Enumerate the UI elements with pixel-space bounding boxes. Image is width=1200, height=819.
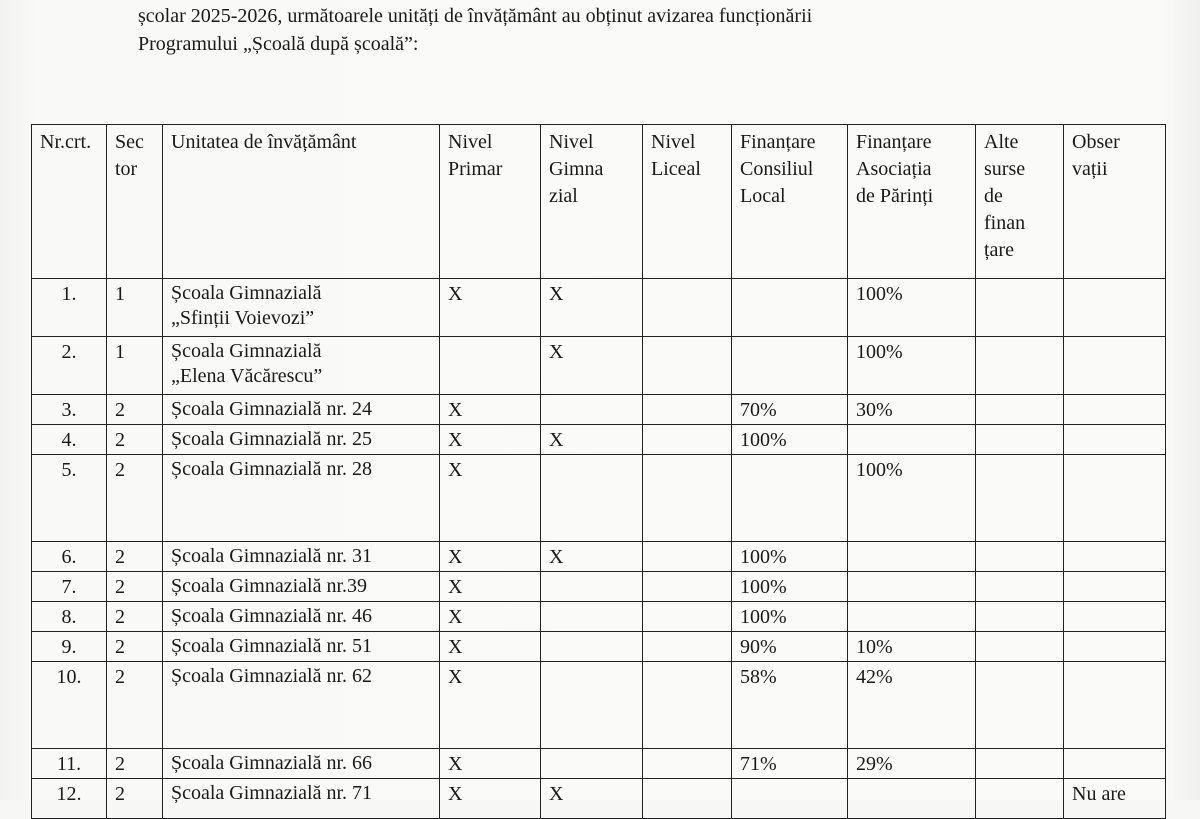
row-consiliul-local: 71% xyxy=(732,749,848,779)
header-liceal: Nivel Liceal xyxy=(643,125,732,279)
row-consiliul-local: 90% xyxy=(732,632,848,662)
table-row xyxy=(32,337,1166,395)
row-gimnazial xyxy=(541,749,643,779)
row-unit: Școala Gimnazială nr. 25 xyxy=(163,425,440,455)
row-alte-surse xyxy=(976,602,1064,632)
row-primar: X xyxy=(440,455,541,542)
row-unit: Școala Gimnazială nr.39 xyxy=(163,572,440,602)
row-observatii: Nu are xyxy=(1064,779,1166,819)
header-nr: Nr.crt. xyxy=(32,125,107,279)
row-gimnazial xyxy=(541,602,643,632)
table-row xyxy=(32,572,1166,602)
header-consiliul-local: Finanțare Consiliul Local xyxy=(732,125,848,279)
row-alte-surse xyxy=(976,542,1064,572)
row-alte-surse xyxy=(976,395,1064,425)
table-row xyxy=(32,602,1166,632)
row-unit: Școala Gimnazială „Sfinții Voievozi” xyxy=(163,279,440,337)
row-asociatia-parinti: 10% xyxy=(848,632,976,662)
row-unit: Școala Gimnazială „Elena Văcărescu” xyxy=(163,337,440,395)
row-observatii xyxy=(1064,602,1166,632)
row-nr: 3. xyxy=(32,395,107,425)
row-liceal xyxy=(643,572,732,602)
row-primar xyxy=(440,337,541,395)
row-consiliul-local xyxy=(732,455,848,542)
table-row xyxy=(32,779,1166,819)
row-gimnazial xyxy=(541,662,643,749)
row-alte-surse xyxy=(976,337,1064,395)
row-observatii xyxy=(1064,632,1166,662)
row-nr: 8. xyxy=(32,602,107,632)
row-sector: 2 xyxy=(107,542,163,572)
row-nr: 11. xyxy=(32,749,107,779)
row-observatii xyxy=(1064,395,1166,425)
row-observatii xyxy=(1064,662,1166,749)
row-sector: 2 xyxy=(107,395,163,425)
row-consiliul-local: 100% xyxy=(732,602,848,632)
row-sector: 1 xyxy=(107,279,163,337)
row-gimnazial: X xyxy=(541,779,643,819)
table-row xyxy=(32,395,1166,425)
row-observatii xyxy=(1064,279,1166,337)
row-observatii xyxy=(1064,337,1166,395)
row-liceal xyxy=(643,779,732,819)
row-alte-surse xyxy=(976,779,1064,819)
row-unit: Școala Gimnazială nr. 28 xyxy=(163,455,440,542)
row-sector: 2 xyxy=(107,572,163,602)
row-gimnazial xyxy=(541,572,643,602)
row-asociatia-parinti xyxy=(848,779,976,819)
table-header-row xyxy=(32,125,1166,279)
row-alte-surse xyxy=(976,279,1064,337)
row-nr: 9. xyxy=(32,632,107,662)
row-primar: X xyxy=(440,779,541,819)
table-row xyxy=(32,662,1166,749)
row-observatii xyxy=(1064,572,1166,602)
row-consiliul-local: 100% xyxy=(732,425,848,455)
table-row xyxy=(32,279,1166,337)
row-primar: X xyxy=(440,662,541,749)
row-sector: 2 xyxy=(107,425,163,455)
row-unit: Școala Gimnazială nr. 66 xyxy=(163,749,440,779)
row-observatii xyxy=(1064,542,1166,572)
row-asociatia-parinti: 100% xyxy=(848,279,976,337)
row-asociatia-parinti: 29% xyxy=(848,749,976,779)
row-primar: X xyxy=(440,542,541,572)
row-nr: 5. xyxy=(32,455,107,542)
row-asociatia-parinti xyxy=(848,542,976,572)
row-nr: 4. xyxy=(32,425,107,455)
header-gimnazial: Nivel Gimna zial xyxy=(541,125,643,279)
row-nr: 12. xyxy=(32,779,107,819)
row-unit: Școala Gimnazială nr. 24 xyxy=(163,395,440,425)
row-asociatia-parinti xyxy=(848,572,976,602)
row-sector: 1 xyxy=(107,337,163,395)
row-liceal xyxy=(643,455,732,542)
row-sector: 2 xyxy=(107,455,163,542)
row-primar: X xyxy=(440,395,541,425)
row-liceal xyxy=(643,602,732,632)
row-asociatia-parinti: 30% xyxy=(848,395,976,425)
row-liceal xyxy=(643,542,732,572)
header-observatii: Obser vații xyxy=(1064,125,1166,279)
row-sector: 2 xyxy=(107,602,163,632)
row-asociatia-parinti: 100% xyxy=(848,455,976,542)
row-unit: Școala Gimnazială nr. 62 xyxy=(163,662,440,749)
table-row xyxy=(32,455,1166,542)
intro-paragraph xyxy=(138,2,1138,58)
row-primar: X xyxy=(440,602,541,632)
row-gimnazial xyxy=(541,455,643,542)
row-liceal xyxy=(643,337,732,395)
row-primar: X xyxy=(440,749,541,779)
row-liceal xyxy=(643,662,732,749)
row-nr: 1. xyxy=(32,279,107,337)
row-liceal xyxy=(643,279,732,337)
row-asociatia-parinti: 42% xyxy=(848,662,976,749)
row-consiliul-local: 70% xyxy=(732,395,848,425)
row-observatii xyxy=(1064,455,1166,542)
intro-line-2: Programului „Școală după școală”: xyxy=(138,33,419,55)
row-alte-surse xyxy=(976,425,1064,455)
row-sector: 2 xyxy=(107,632,163,662)
row-unit: Școala Gimnazială nr. 51 xyxy=(163,632,440,662)
row-consiliul-local: 100% xyxy=(732,542,848,572)
row-unit: Școala Gimnazială nr. 31 xyxy=(163,542,440,572)
row-sector: 2 xyxy=(107,779,163,819)
table-row xyxy=(32,425,1166,455)
table-row xyxy=(32,749,1166,779)
row-sector: 2 xyxy=(107,749,163,779)
row-asociatia-parinti xyxy=(848,602,976,632)
row-consiliul-local: 100% xyxy=(732,572,848,602)
row-gimnazial: X xyxy=(541,425,643,455)
schools-table xyxy=(31,124,1166,819)
row-gimnazial: X xyxy=(541,337,643,395)
row-liceal xyxy=(643,749,732,779)
row-consiliul-local xyxy=(732,337,848,395)
row-consiliul-local: 58% xyxy=(732,662,848,749)
header-alte-surse: Alte surse de finan țare xyxy=(976,125,1064,279)
row-alte-surse xyxy=(976,572,1064,602)
row-consiliul-local xyxy=(732,779,848,819)
row-liceal xyxy=(643,632,732,662)
header-unit: Unitatea de învățământ xyxy=(163,125,440,279)
row-observatii xyxy=(1064,749,1166,779)
row-consiliul-local xyxy=(732,279,848,337)
row-gimnazial xyxy=(541,395,643,425)
row-nr: 10. xyxy=(32,662,107,749)
row-alte-surse xyxy=(976,632,1064,662)
row-primar: X xyxy=(440,425,541,455)
row-alte-surse xyxy=(976,455,1064,542)
row-gimnazial xyxy=(541,632,643,662)
row-nr: 6. xyxy=(32,542,107,572)
header-primar: Nivel Primar xyxy=(440,125,541,279)
row-alte-surse xyxy=(976,749,1064,779)
header-asociatia-parinti: Finanțare Asociația de Părinți xyxy=(848,125,976,279)
row-gimnazial: X xyxy=(541,279,643,337)
row-primar: X xyxy=(440,279,541,337)
row-alte-surse xyxy=(976,662,1064,749)
row-asociatia-parinti: 100% xyxy=(848,337,976,395)
row-unit: Școala Gimnazială nr. 46 xyxy=(163,602,440,632)
row-liceal xyxy=(643,425,732,455)
table-row xyxy=(32,542,1166,572)
row-liceal xyxy=(643,395,732,425)
row-asociatia-parinti xyxy=(848,425,976,455)
row-nr: 7. xyxy=(32,572,107,602)
table-row xyxy=(32,632,1166,662)
header-sector: Sec tor xyxy=(107,125,163,279)
row-observatii xyxy=(1064,425,1166,455)
row-primar: X xyxy=(440,632,541,662)
row-gimnazial: X xyxy=(541,542,643,572)
row-sector: 2 xyxy=(107,662,163,749)
row-primar: X xyxy=(440,572,541,602)
intro-line-1: școlar 2025-2026, următoarele unități de învățământ au obținut avizarea funcționării xyxy=(138,5,813,27)
row-unit: Școala Gimnazială nr. 71 xyxy=(163,779,440,819)
row-nr: 2. xyxy=(32,337,107,395)
